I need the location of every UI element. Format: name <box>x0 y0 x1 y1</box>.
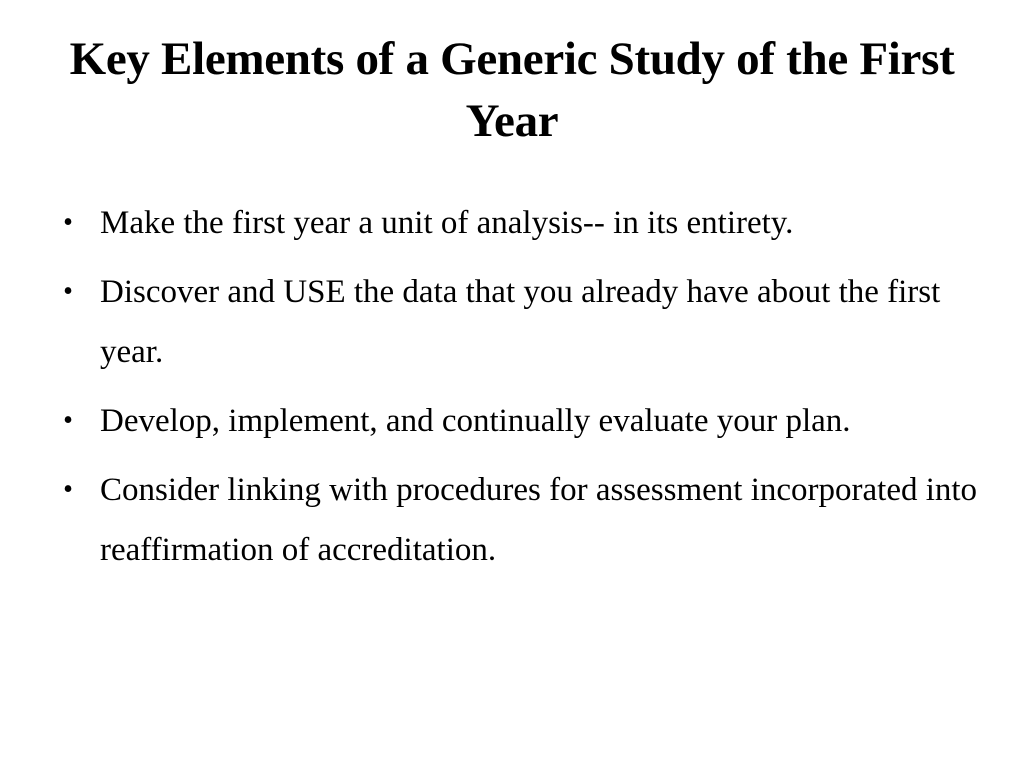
bullet-text: Consider linking with procedures for assessment incorporated into reaffirmation of accreditation. <box>100 472 978 568</box>
bullet-text: Discover and USE the data that you already have about the first year. <box>100 274 941 370</box>
bullet-dot-icon: • <box>63 405 73 436</box>
bullet-list <box>58 193 978 589</box>
bullet-dot-icon: • <box>63 207 73 238</box>
slide-title: Key Elements of a Generic Study of the First Year <box>69 33 955 147</box>
bullet-dot-icon: • <box>63 474 73 505</box>
bullet-text: Develop, implement, and continually evaluate your plan. <box>100 403 851 439</box>
bullet-text: Make the first year a unit of analysis-- in its entirety. <box>100 205 794 241</box>
bullet-item <box>58 193 978 253</box>
bullet-item <box>58 391 978 451</box>
bullet-dot-icon: • <box>63 276 73 307</box>
bullet-item <box>58 262 978 382</box>
bullet-item <box>58 460 978 580</box>
